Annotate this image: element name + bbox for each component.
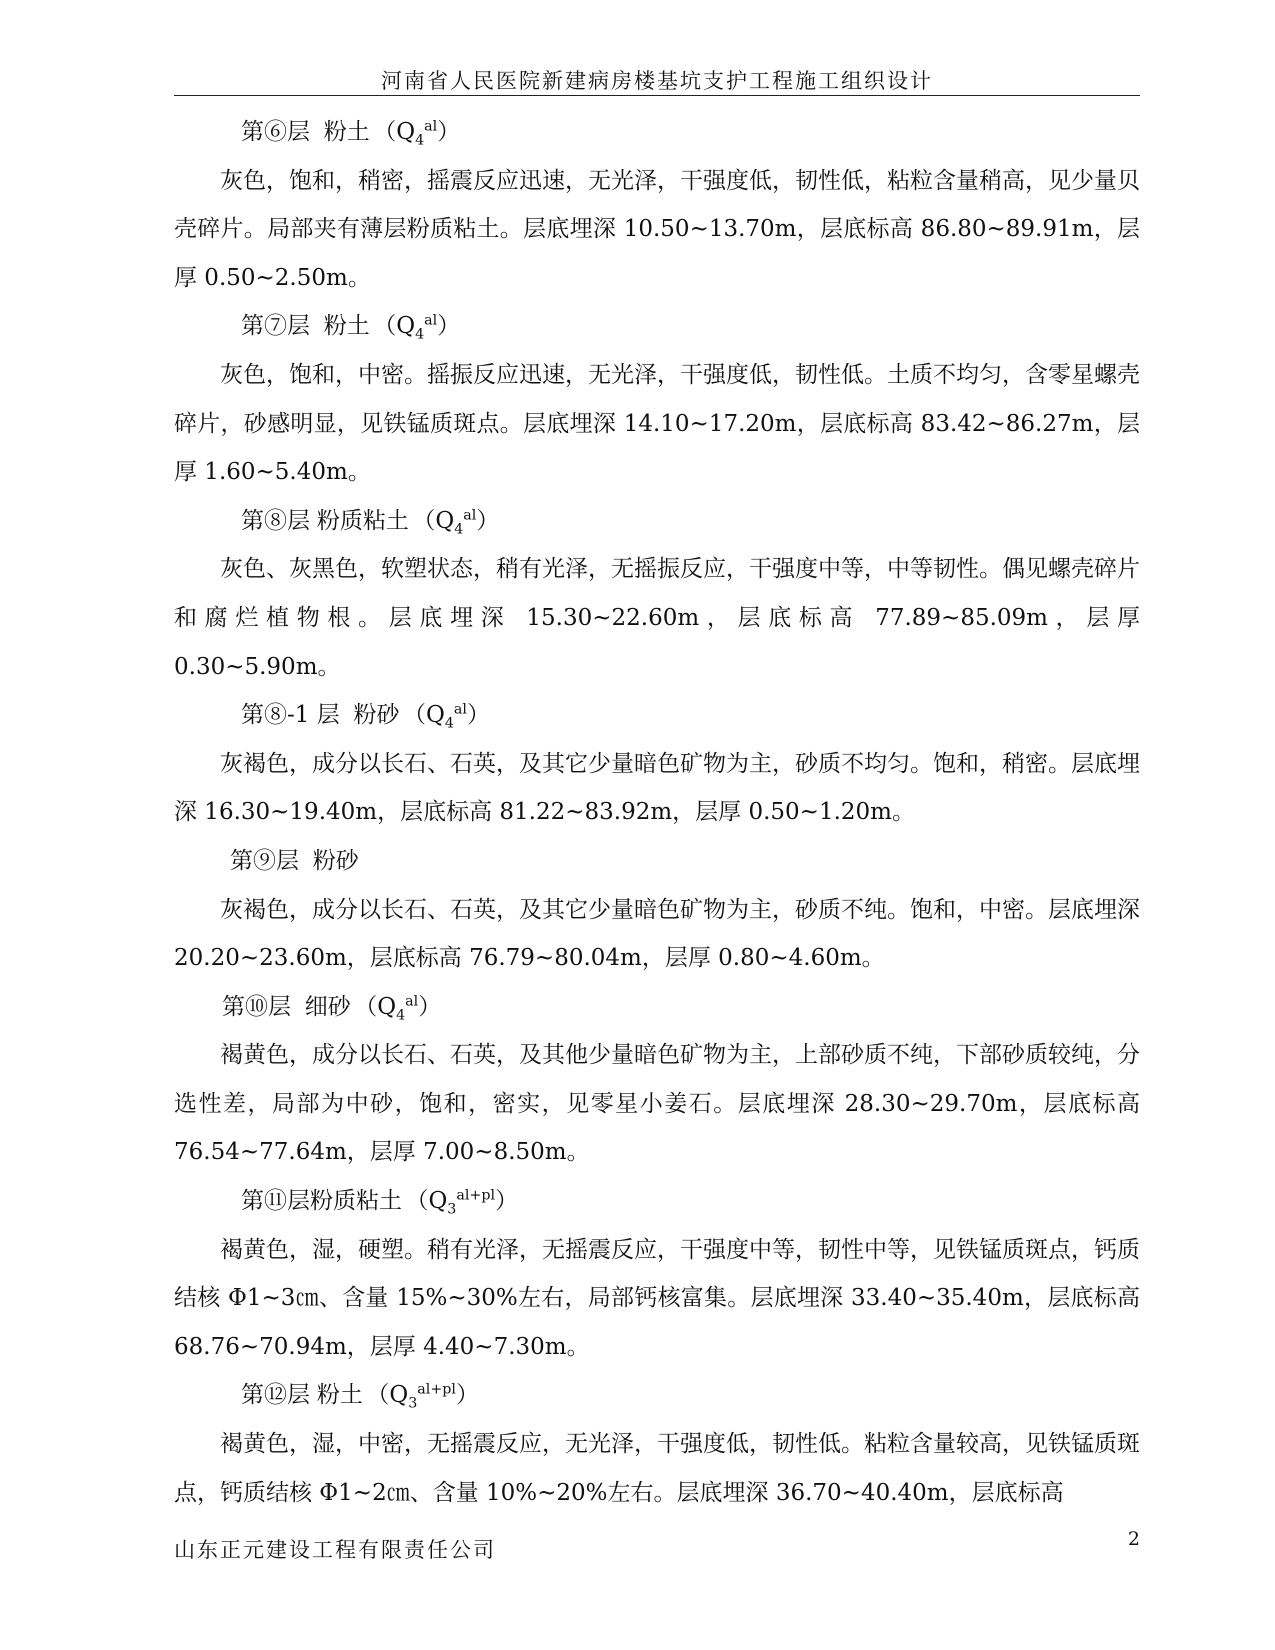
layer-label: 第⑥层 [241, 119, 310, 145]
header-divider [174, 95, 1140, 96]
layer-12-title [174, 1371, 1140, 1420]
layer-8-1-title [174, 691, 1140, 740]
layer-name: 粉质粘土 [310, 1188, 402, 1215]
layer-8-1-description: 灰褐色，成分以长石、石英，及其它少量暗色矿物为主，砂质不均匀。饱和，稍密。层底埋深 16.30~19.40m，层底标高 81.22~83.92m，层厚 0.50~1.20m。 [174, 750, 1140, 826]
layer-8-title [174, 497, 1140, 546]
footer-company-name: 山东正元建设工程有限责任公司 [174, 1538, 496, 1562]
layer-label: 第⑫层 [241, 1382, 310, 1409]
layer-name: 粉土 [323, 119, 370, 145]
layer-label: 第⑪层 [241, 1188, 310, 1215]
stratum-code: $(Q_4^{al})$ [373, 312, 461, 343]
stratum-code: $(Q_4^{al})$ [402, 701, 490, 732]
layer-label: 第⑧-1 层 [241, 702, 340, 729]
stratum-code: $(Q_4^{al})$ [354, 993, 442, 1024]
layer-7-title [174, 302, 1140, 351]
layer-name: 粉土 [323, 313, 370, 340]
layer-label: 第⑩层 [222, 993, 291, 1020]
stratum-code: $(Q_3^{al+pl})$ [366, 1381, 479, 1413]
stratum-code: $(Q_4^{al})$ [412, 507, 500, 538]
page-number: 2 [1127, 1528, 1140, 1550]
layer-9-title [174, 837, 1140, 886]
layer-8-section [174, 497, 1140, 691]
layer-11-section [174, 1177, 1140, 1371]
layer-12-description: 褐黄色，湿，中密，无摇震反应，无光泽，干强度低，韧性低。粘粒含量较高，见铁锰质斑点，钙质结核 Φ1~2㎝、含量 10%~20%左右。层底埋深 36.70~40.40m，层底标高 [174, 1431, 1140, 1506]
stratum-code: $(Q_3^{al+pl})$ [405, 1187, 519, 1218]
layer-10-title [174, 983, 1140, 1032]
document-header-title: 河南省人民医院新建病房楼基坑支护工程施工组织设计 [381, 69, 933, 93]
layer-name: 粉土 [316, 1382, 363, 1409]
stratum-code: $(Q_4^{al})$ [373, 118, 461, 149]
layer-11-description: 褐黄色，湿，硬塑。稍有光泽，无摇震反应，干强度中等，韧性中等，见铁锰质斑点，钙质结核 Φ1~3㎝、含量 15%~30%左右，局部钙核富集。层底埋深 33.40~35.40m，层底标高 68.76~70.94m，层厚 4.40~7.30m。 [174, 1236, 1140, 1360]
layer-7-section [174, 302, 1140, 496]
layer-name: 粉质粘土 [316, 507, 409, 534]
layer-name: 粉砂 [353, 702, 400, 729]
layer-10-section [174, 983, 1140, 1177]
layer-11-title [174, 1177, 1140, 1226]
layer-7-description: 灰色，饱和，中密。摇振反应迅速，无光泽，干强度低，韧性低。土质不均匀，含零星螺壳碎片，砂感明显，见铁锰质斑点。层底埋深 14.10~17.20m，层底标高 83.42~86.27m，层厚 1.60~5.40m。 [174, 361, 1140, 486]
layer-name: 细砂 [304, 993, 351, 1020]
layer-9-description: 灰褐色，成分以长石、石英，及其它少量暗色矿物为主，砂质不纯。饱和，中密。层底埋深 20.20~23.60m，层底标高 76.79~80.04m，层厚 0.80~4.60m。 [174, 896, 1140, 972]
layer-6-description: 灰色，饱和，稍密，摇震反应迅速，无光泽，干强度低，韧性低，粘粒含量稍高，见少量贝壳碎片。局部夹有薄层粉质粘土。层底埋深 10.50~13.70m，层底标高 86.80~89.91m，层厚 0.50~2.50m。 [174, 167, 1140, 291]
layer-8-1-section [174, 691, 1140, 837]
layer-label: 第⑦层 [241, 313, 310, 340]
layer-12-section [174, 1371, 1140, 1517]
layer-name: 粉砂 [312, 847, 359, 874]
layer-label: 第⑨层 [230, 847, 299, 874]
layer-9-section [174, 837, 1140, 983]
document-body [174, 108, 1140, 1517]
layer-6-title [174, 108, 1140, 157]
layer-10-description: 褐黄色，成分以长石、石英，及其他少量暗色矿物为主，上部砂质不纯，下部砂质较纯，分选性差，局部为中砂，饱和，密实，见零星小姜石。层底埋深 28.30~29.70m，层底标高 76.54~77.64m，层厚 7.00~8.50m。 [174, 1042, 1140, 1166]
layer-6-section [174, 108, 1140, 302]
layer-8-description: 灰色、灰黑色，软塑状态，稍有光泽，无摇振反应，干强度中等，中等韧性。偶见螺壳碎片和腐烂植物根。层底埋深 15.30~22.60m，层底标高 77.89~85.09m，层厚 0.30~5.90m。 [174, 556, 1140, 680]
layer-label: 第⑧层 [241, 507, 310, 534]
